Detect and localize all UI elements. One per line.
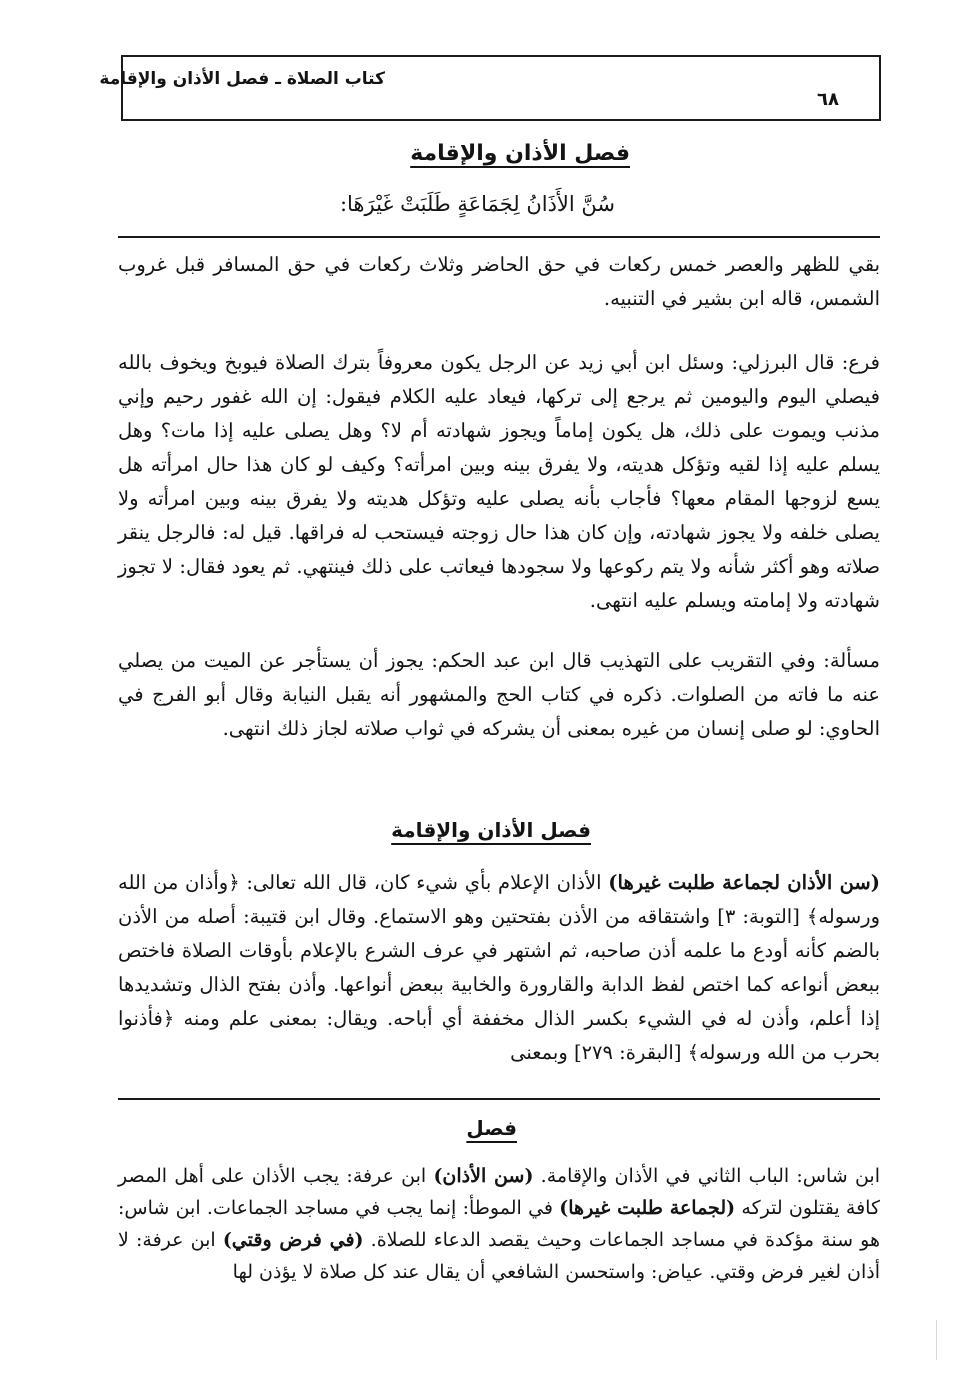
commentary-paragraph-fasl [118, 1160, 880, 1288]
commentary-paragraph-adhan [118, 866, 880, 1070]
matn-quote: (في فرض وقتي) [222, 1229, 364, 1251]
commentary-paragraph-1: بقي للظهر والعصر خمس ركعات في حق الحاضر وثلاث ركعات في حق المسافر قبل غروب الشمس، قاله ابن بشير في التنبيه. [118, 253, 880, 310]
commentary-text: ابن عرفة: يجب الأذان على أهل المصر كافة يقتلون لتركه [118, 1165, 881, 1219]
commentary-paragraph-far: فرع: قال البرزلي: وسئل ابن أبي زيد عن الرجل يكون معروفاً بترك الصلاة فيوبخ ويخوف بالله فيصلي اليوم واليومين ثم يرجع إلى تركها، فيعاد عليه الكلام فيقول: إن الله غفور رحيم وإني مذنب ويموت على ذلك، هل يكون إماماً ويجوز شهادته أم لا؟ وهل يصلى عليه إذا مات؟ وهل يسلم عليه إذا لقيه وتؤكل هديته، ولا يفرق بينه وبين امرأته؟ وكيف لو كان هذا حال امرأته هل يسع لزوجها المقام معها؟ فأجاب بأنه يصلى عليه وتؤكل هديته ولا يفرق بينه وبين امرأته ولا يصلى خلفه ولا يجوز شهادته، وإن كان هذا حال زوجته فيستحب له فراقها. قيل له: فالرجل ينقر صلاته وهو أكثر شأنه ولا يتم ركوعها ولا سجودها فيعاتب على ذلك فينتهي. ثم يعود فقال: لا تجوز شهادته ولا إمامته ويسلم عليه انتهى. [118, 351, 880, 612]
matn-divider [118, 236, 880, 238]
running-title: كتاب الصلاة ـ فصل الأذان والإقامة [99, 69, 385, 89]
section-heading-fasl: فصل [466, 1116, 517, 1140]
matn-text: سُنَّ الأَذَانُ لِجَمَاعَةٍ طَلَبَتْ غَيْرَهَا: [339, 192, 615, 216]
section-heading-adhan: فصل الأذان والإقامة [410, 141, 630, 166]
commentary-paragraph-masala: مسألة: وفي التقريب على التهذيب قال ابن عبد الحكم: يجوز أن يستأجر عن الميت من يصلي عنه ما فاته من الصلوات. ذكره في كتاب الحج والمشهور أنه يقبل النيابة وقال أبو الفرج في الحاوي: لو صلى إنسان من غيره بمعنى أن يشركه في ثواب صلاته لجاز ذلك انتهى. [118, 649, 880, 740]
commentary-text: ابن عرفة: لا أذان لغير فرض وقتي. عياض: واستحسن الشافعي أن يقال عند كل صلاة لا يؤذن لها [118, 1229, 880, 1283]
commentary-text: الأذان الإعلام بأي شيء كان، قال الله تعالى: ﴿وأذان من الله ورسوله﴾ [التوبة: ٣] واشتقاقه من الأذن بفتحتين وهو الاستماع. وقال ابن قتيبة: أصله من الأذن بالضم كأنه أودع ما علمه أذن صاحبه، ثم اشتهر في عرف الشرع بالإعلام بأوقات الصلاة فاختص ببعض أنواعه كما اختص لفظ الدابة والقارورة والخابية ببعض أنواعها. وأذن بفتح الذال وتشديدها إذا أعلم، وأذن له في الشيء بكسر الذال مخففة أي أباحه. ويقال: بمعنى علم ومنه ﴿فأذنوا بحرب من الله ورسوله﴾ [البقرة: ٢٧٩] وبمعنى [118, 871, 880, 1064]
matn-quote: (لجماعة طلبت غيرها) [559, 1197, 736, 1219]
matn-quote: (سن الأذان) [433, 1165, 534, 1187]
scan-edge-mark [936, 1320, 937, 1360]
running-header [99, 55, 881, 121]
matn-quote: (سن الأذان لجماعة طلبت غيرها) [608, 871, 880, 894]
page-number: ٦٨ [817, 89, 839, 110]
footer-divider [118, 1098, 880, 1100]
commentary-text: ابن شاس: الباب الثاني في الأذان والإقامة. [533, 1165, 880, 1187]
commentary-text: في الموطأ: إنما يجب في مساجد الجماعات. ابن شاس: هو سنة مؤكدة في مساجد الجماعات وحيث يقصد الدعاء للصلاة. [118, 1197, 880, 1251]
section-heading-adhan-2: فصل الأذان والإقامة [391, 818, 591, 842]
